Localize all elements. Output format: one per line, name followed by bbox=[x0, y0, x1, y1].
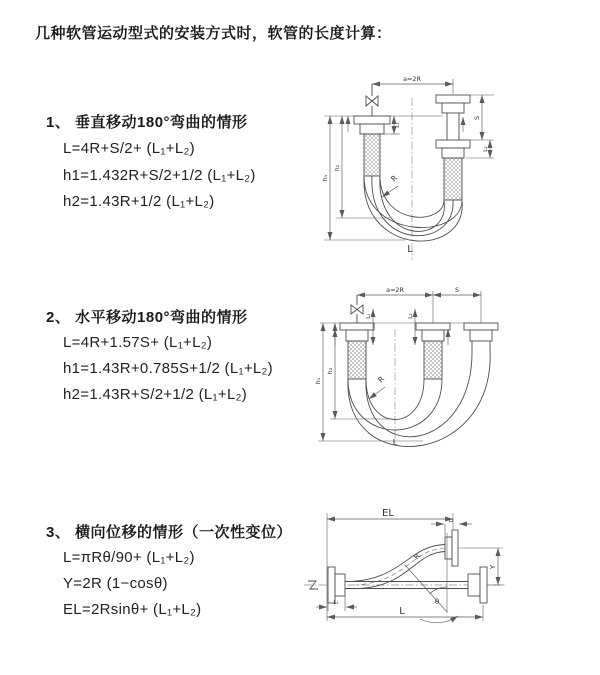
dim-label-s: S bbox=[473, 115, 481, 121]
section3-formula-L: L=πRθ/90+ (L₁+L₂) bbox=[63, 549, 195, 566]
dim-label-h2: h₂ bbox=[333, 164, 341, 172]
right-fitting bbox=[464, 323, 498, 349]
radius-callout bbox=[382, 173, 399, 197]
valve-icon bbox=[351, 295, 363, 323]
dim-label-l1: L₁ bbox=[333, 600, 339, 606]
section3-formula-Y: Y=2R (1−cosθ) bbox=[63, 575, 168, 592]
section1-heading: 1、 垂直移动180°弯曲的情形 bbox=[46, 114, 248, 131]
length-label: L bbox=[407, 244, 413, 255]
section2-formula-h1: h1=1.43R+0.785S+1/2 (L₁+L₂) bbox=[63, 360, 273, 377]
section2-heading: 2、 水平移动180°弯曲的情形 bbox=[46, 309, 248, 326]
diagram-lateral-displacement bbox=[300, 505, 600, 665]
dim-label-l1: L₁ bbox=[366, 313, 372, 319]
section1-formula-h2: h2=1.43R+1/2 (L₁+L₂) bbox=[63, 193, 215, 210]
section3-heading: 3、 横向位移的情形（一次性变位） bbox=[46, 524, 293, 541]
section3-formula-EL: EL=2Rsinθ+ (L₁+L₂) bbox=[63, 601, 202, 618]
dimension-a2r bbox=[357, 286, 481, 323]
dimension-h1 bbox=[314, 323, 423, 441]
radius-callout bbox=[369, 374, 386, 399]
dim-label-el: EL bbox=[382, 508, 394, 519]
dim-label-l: L bbox=[399, 606, 405, 617]
dimension-l1 bbox=[316, 596, 357, 611]
dim-label-s: S bbox=[454, 286, 460, 294]
radius-label: R bbox=[376, 374, 387, 385]
diagram-horizontal-180-bend bbox=[305, 283, 600, 468]
radius-label: R bbox=[389, 173, 400, 184]
dim-label-h1: h₁ bbox=[321, 174, 329, 182]
dim-label-l1: L₁ bbox=[395, 122, 401, 128]
dim-label-l2: L₂ bbox=[408, 313, 414, 319]
dimension-l2 bbox=[408, 309, 415, 345]
middle-fitting bbox=[416, 323, 450, 379]
section2-formula-h2: h2=1.43R+S/2+1/2 (L₁+L₂) bbox=[63, 386, 248, 403]
left-fitting bbox=[340, 323, 374, 379]
valve-icon bbox=[366, 84, 378, 116]
diagram-vertical-180-bend bbox=[310, 68, 600, 263]
braided-hose-section bbox=[348, 341, 366, 379]
dim-label-a2r: a=2R bbox=[386, 286, 404, 294]
section1-formula-L: L=4R+S/2+ (L₁+L₂) bbox=[63, 140, 195, 157]
braided-hose-section bbox=[444, 158, 462, 200]
dimension-a2r bbox=[372, 75, 453, 94]
dim-label-l2: L₂ bbox=[483, 146, 489, 152]
section1-formula-h1: h1=1.432R+S/2+1/2 (L₁+L₂) bbox=[63, 167, 256, 184]
dimension-s bbox=[470, 95, 494, 140]
dim-label-h2: h₂ bbox=[326, 367, 334, 375]
braided-hose-section bbox=[364, 134, 380, 176]
dim-label-l2: L₂ bbox=[448, 518, 454, 524]
radius-label: R bbox=[411, 551, 423, 562]
dim-label-y: Y bbox=[489, 564, 497, 570]
dimension-l bbox=[327, 605, 483, 621]
dim-label-a2r: a=2R bbox=[403, 75, 421, 83]
angle-label: θ bbox=[434, 598, 440, 606]
length-label: L bbox=[392, 438, 398, 447]
page-title: 几种软管运动型式的安装方式时，软管的长度计算： bbox=[35, 25, 392, 42]
dimension-l2 bbox=[431, 518, 472, 536]
hose-u-bends bbox=[348, 349, 490, 447]
dim-label-h1: h₁ bbox=[314, 377, 322, 385]
left-fitting bbox=[354, 116, 390, 176]
right-fitting-positions bbox=[436, 95, 470, 200]
braided-hose-section bbox=[424, 341, 442, 379]
left-fitting bbox=[328, 567, 345, 603]
section2-formula-L: L=4R+1.57S+ (L₁+L₂) bbox=[63, 334, 213, 351]
right-lower-fitting bbox=[468, 567, 487, 603]
dimension-s bbox=[433, 286, 481, 295]
